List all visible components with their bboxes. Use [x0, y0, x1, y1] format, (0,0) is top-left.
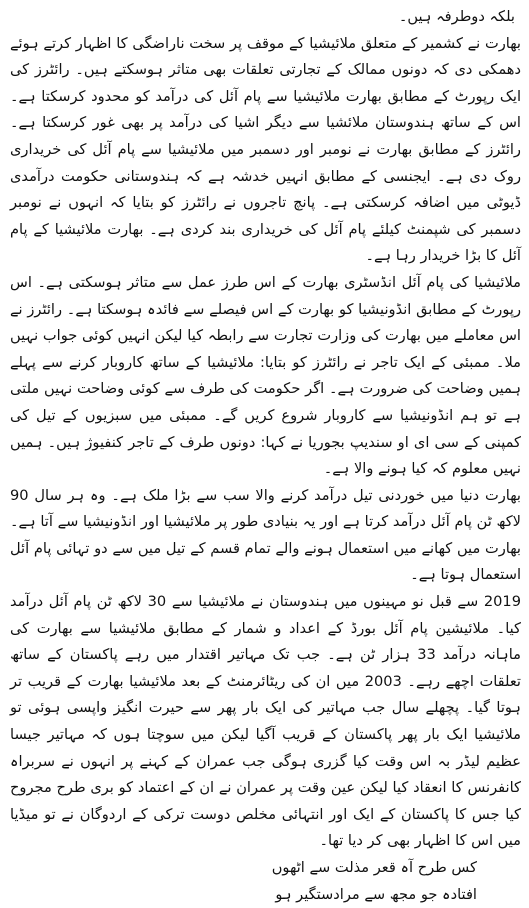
article-paragraph: بلکہ دوطرفہ ہیں۔ — [398, 8, 515, 25]
article-paragraph: بھارت دنیا میں خوردنی تیل درآمد کرنے والا سب سے بڑا ملک ہے۔ وہ ہر سال 90 لاکھ ٹن پام آئل درآمد کرتا ہے اور یہ بنیادی طور پر ملائیشیا اور انڈونیشیا سے آتا ہے۔ بھارت میں کھانے میں استعمال ہونے والے تمام قسم کے تیل میں سے دو تہائی پام آئل استعمال ہوتا ہے۔ — [10, 486, 521, 584]
article-paragraph: 2019 سے قبل نو مہینوں میں ہندوستان نے ملائیشیا سے 30 لاکھ ٹن پام آئل درآمد کیا۔ ملائیشین پام آئل بورڈ کے اعداد و شمار کے مطابق ملائیشیا سے بھارت کی ماہانہ درآمد 33 ہزار ٹن ہے۔ جب تک مہاتیر اقتدار میں رہے پاکستان کے ساتھ تعلقات اچھے رہے۔ 2003 میں ان کی ریٹائرمنٹ کے بعد ملائیشیا بھارت کے قریب تر ہوتا گیا۔ پچھلے سال جب مہاتیر کی ایک بار پھر سے حیرت انگیز واپسی ہوئی تو ملائیشیا ایک بار پھر پاکستان کے قریب آگیا لیکن میں سوچتا ہوں کہ مہاتیر جیسا عظیم لیڈر بہ اس وقت کیا گزری ہوگی جب عمران کے کہنے پر انہوں نے سربراہ کانفرنس کا انعقاد کیا لیکن عین وقت پر عمران نے ان کے اعتماد کو بری طرح مجروح کیا جس کا پاکستان کے ایک اور انتہائی مخلص دوست ترکی کے اردوگان نے تو میڈیا میں اس کا اظہار بھی کر دیا تھا۔ — [10, 593, 521, 850]
verse-line: کس طرح آہ قعر مذلت سے اٹھوں — [271, 859, 477, 876]
verse-line: افتادہ جو مجھ سے مرادستگیر ہو — [275, 885, 477, 903]
article-paragraph: ملائیشیا کی پام آئل انڈسٹری بھارت کے اس طرز عمل سے متاثر ہوسکتی ہے۔ اس رپورٹ کے مطابق انڈونیشیا کو بھارت کے اس فیصلے سے فائدہ ہوسکتا ہے۔ رائٹرز نے اس معاملے میں بھارت کی وزارت تجارت سے رابطہ کیا لیکن انہیں کوئی جواب نہیں ملا۔ ممبئی کے ایک تاجر نے رائٹرز کو بتایا: ملائیشیا کے ساتھ کاروبار کرنے سے پہلے ہمیں وضاحت کی ضرورت ہے۔ اگر حکومت کی طرف سے کوئی وضاحت نہیں ملتی ہے تو ہم انڈونیشیا سے کاروبار شروع کریں گے۔ ممبئی میں سبزیوں کے تیل کی کمپنی کے سی ای او سندیپ بجوریا نے کہا: دونوں طرف کے تاجر کنفیوژ ہیں۔ ہمیں نہیں معلوم کہ کیا ہونے والا ہے۔ — [10, 273, 521, 478]
article-paragraph: بھارت نے کشمیر کے متعلق ملائیشیا کے موقف پر سخت ناراضگی کا اظہار کرتے ہوئے دھمکی دی کہ دونوں ممالک کے تجارتی تعلقات بھی متاثر ہوسکتے ہیں۔ رائٹرز کی ایک رپورٹ کے مطابق بھارت ملائیشیا سے پام آئل کی درآمد کو محدود کرسکتا ہے۔ اس کے ساتھ ہندوستان ملائشیا سے دیگر اشیا کی درآمد پر بھی غور کرسکتا ہے۔ رائٹرز کے مطابق بھارت نے نومبر اور دسمبر میں ملائیشیا سے پام آئل کی خریداری روک دی ہے۔ ایجنسی کے مطابق انہیں خدشہ ہے کہ ہندوستانی حکومت درآمدی ڈیوٹی میں اضافہ کرسکتی ہے۔ پانچ تاجروں نے رائٹرز کو بتایا کہ انہوں نے نومبر دسمبر کی شپمنٹ کیلئے پام آئل کی خریداری بند کردی ہے۔ بھارت ملائیشیا کے پام آئل کا بڑا خریدار رہا ہے۔ — [10, 34, 521, 265]
